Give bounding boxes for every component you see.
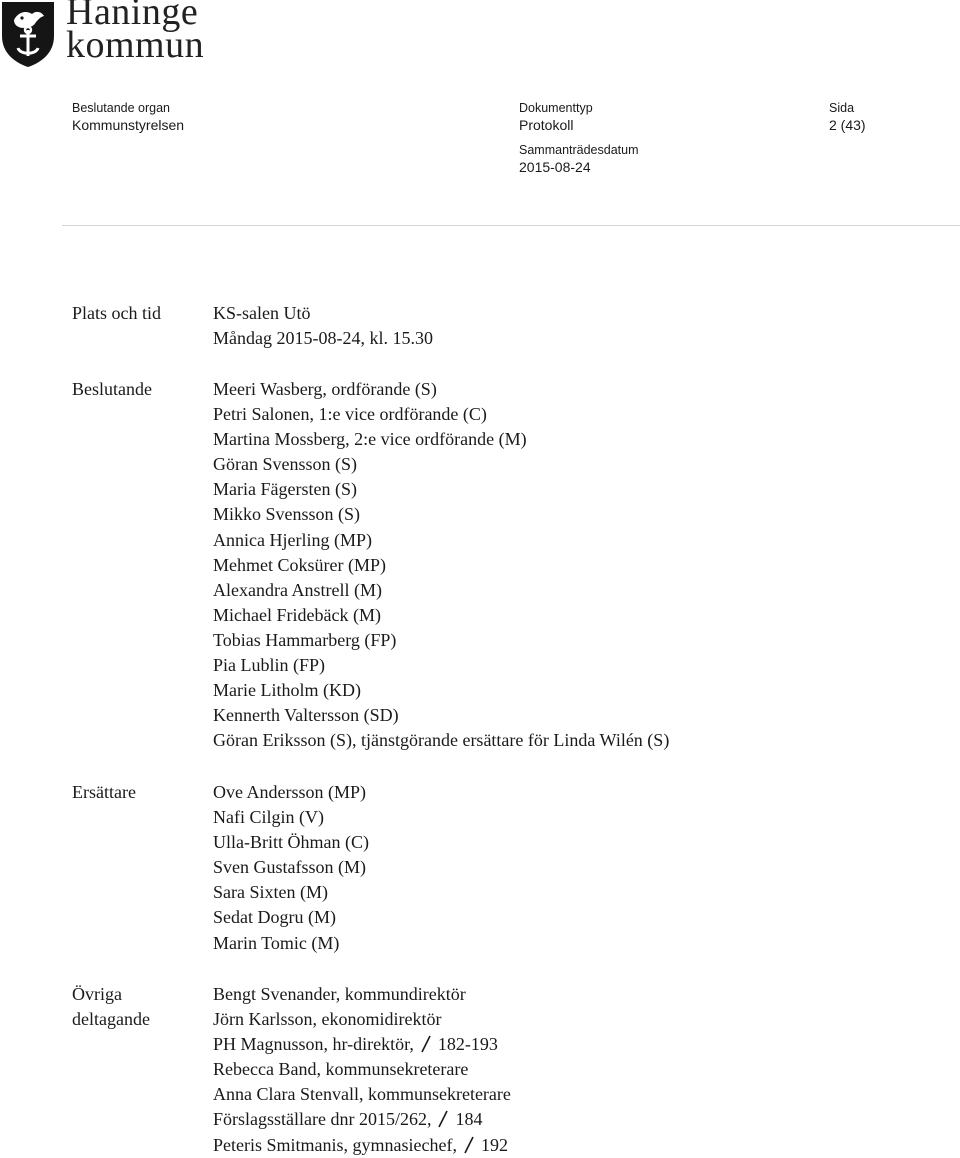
list-item: Sven Gustafsson (M)	[213, 857, 366, 878]
paragraph-sign-icon	[437, 1110, 449, 1128]
list-item: KS-salen Utö	[213, 303, 311, 323]
para-ref: 184	[455, 1109, 483, 1130]
date-value: 2015-08-24	[519, 159, 591, 175]
header-divider	[62, 225, 960, 226]
list-item: Ove Andersson (MP)	[213, 782, 366, 802]
list-item: Ulla-Britt Öhman (C)	[213, 832, 369, 853]
logo-line-1: Haninge	[66, 0, 199, 33]
beslutande-list	[213, 377, 669, 753]
list-item: Kennerth Valtersson (SD)	[213, 705, 399, 726]
list-item-text: PH Magnusson, hr-direktör,	[213, 1034, 414, 1055]
logo-line-2: kommun	[66, 24, 205, 66]
organ-label: Beslutande organ	[72, 101, 170, 115]
doctype-value: Protokoll	[519, 117, 574, 133]
ovriga-label-line-2: deltagande	[72, 1009, 150, 1029]
page-label: Sida	[829, 101, 855, 115]
list-item: Sedat Dogru (M)	[213, 907, 336, 928]
list-item: Meeri Wasberg, ordförande (S)	[213, 379, 437, 399]
ovriga-list	[213, 982, 511, 1158]
list-item: Tobias Hammarberg (FP)	[213, 629, 397, 650]
list-item-text: Förslagsställare dnr 2015/262,	[213, 1109, 432, 1130]
list-item: Pia Lublin (FP)	[213, 655, 326, 676]
list-item: Marin Tomic (M)	[213, 932, 340, 953]
list-item: Bengt Svenander, kommundirektör	[213, 984, 466, 1004]
header-page	[829, 100, 866, 134]
plats-label: Plats och tid	[72, 303, 161, 323]
list-item: Jörn Karlsson, ekonomidirektör	[213, 1009, 442, 1030]
list-item-text: Peteris Smitmanis, gymnasiechef,	[213, 1134, 457, 1155]
list-item: Michael Fridebäck (M)	[213, 604, 381, 625]
ersattare-list	[213, 780, 369, 956]
list-item: Anna Clara Stenvall, kommunsekreterare	[213, 1084, 511, 1105]
list-item: Måndag 2015-08-24, kl. 15.30	[213, 328, 433, 349]
list-item: Nafi Cilgin (V)	[213, 807, 324, 828]
paragraph-sign-icon	[420, 1035, 432, 1053]
list-item: Maria Fägersten (S)	[213, 479, 357, 500]
list-item: Mehmet Coksürer (MP)	[213, 554, 386, 575]
ovriga-label-line-1: Övriga	[72, 984, 122, 1004]
beslutande-label: Beslutande	[72, 379, 152, 399]
list-item: Rebecca Band, kommunsekreterare	[213, 1059, 469, 1080]
list-item: Göran Svensson (S)	[213, 454, 357, 475]
list-item	[213, 1107, 511, 1132]
header-date	[519, 142, 639, 176]
date-label: Sammanträdesdatum	[519, 143, 639, 157]
para-ref: 192	[480, 1134, 508, 1155]
doctype-label: Dokumenttyp	[519, 101, 593, 115]
list-item: Martina Mossberg, 2:e vice ordförande (M)	[213, 429, 527, 450]
list-item: Mikko Svensson (S)	[213, 504, 361, 525]
list-item	[213, 1032, 511, 1057]
list-item: Sara Sixten (M)	[213, 882, 328, 903]
list-item: Alexandra Anstrell (M)	[213, 579, 382, 600]
list-item: Petri Salonen, 1:e vice ordförande (C)	[213, 404, 487, 425]
ovriga-label	[72, 982, 150, 1032]
paragraph-sign-icon	[463, 1136, 475, 1154]
list-item: Göran Eriksson (S), tjänstgörande ersättare för Linda Wilén (S)	[213, 730, 670, 751]
list-item	[213, 1133, 511, 1158]
list-item: Marie Litholm (KD)	[213, 680, 361, 701]
header-doctype	[519, 100, 593, 134]
ersattare-label: Ersättare	[72, 782, 136, 802]
page-value: 2 (43)	[829, 117, 866, 133]
header-organ	[72, 100, 184, 134]
para-ref: 182-193	[437, 1034, 498, 1055]
plats-list	[213, 301, 433, 351]
organ-value: Kommunstyrelsen	[72, 117, 185, 133]
list-item: Annica Hjerling (MP)	[213, 529, 372, 550]
coat-of-arms-icon	[0, 0, 56, 68]
